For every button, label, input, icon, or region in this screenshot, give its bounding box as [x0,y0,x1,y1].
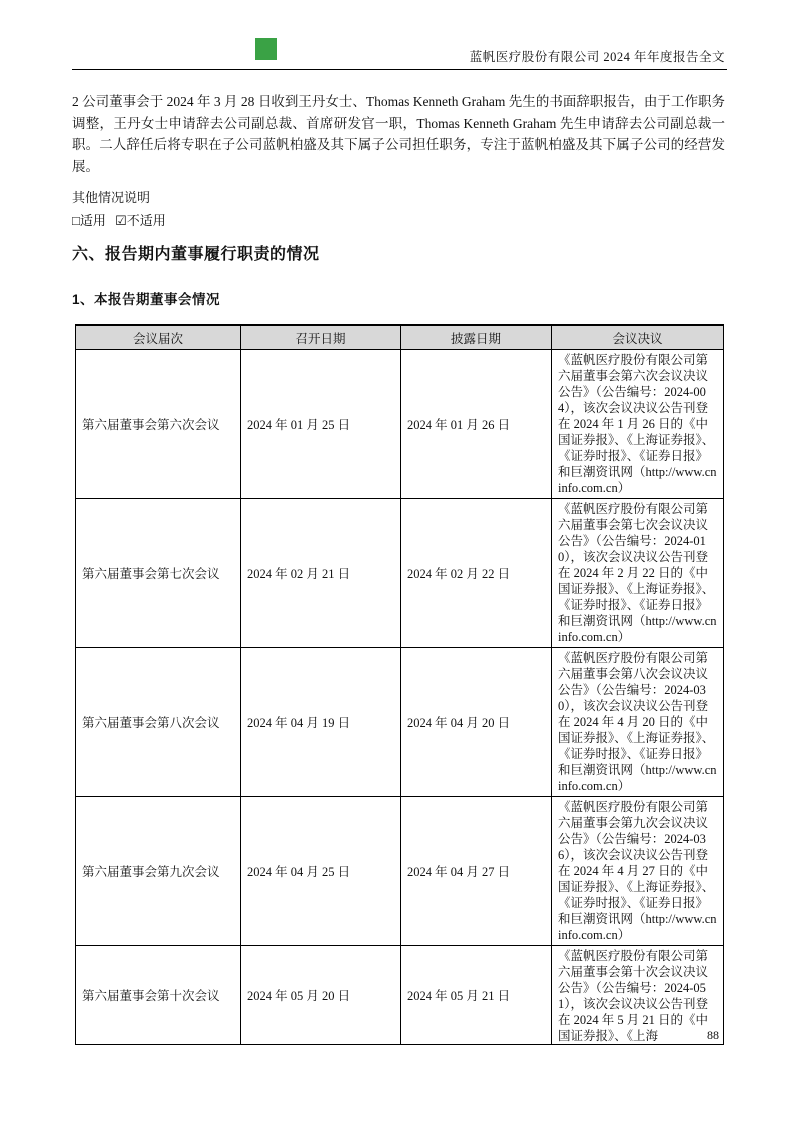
disclosure-date-cell: 2024 年 01 月 26 日 [401,350,552,499]
applicability-row [72,210,172,229]
resignation-paragraph: 2 公司董事会于 2024 年 3 月 28 日收到王丹女士、Thomas Kenneth Graham 先生的书面辞职报告，由于工作职务调整，王丹女士申请辞去公司副总裁、首席研发官一职，Thomas Kenneth Graham 先生申请辞去公司副总裁一职。二人辞任后将专职在子公司蓝帆柏盛及其下属子公司担任职务，专注于蓝帆柏盛及其下属子公司的经营发展。 [72,94,725,174]
other-note-label: 其他情况说明 [72,190,151,205]
disclosure-date-cell: 2024 年 04 月 27 日 [401,797,552,946]
resolution-cell [552,797,724,946]
header-title: 蓝帆医疗股份有限公司 2024 年年度报告全文 [469,50,725,64]
not-applicable-checkbox-checked: ☑不适用 [115,213,166,228]
header-divider [72,69,727,70]
disclosure-date-cell: 2024 年 04 月 20 日 [401,648,552,797]
resolution-cell [552,350,724,499]
meeting-session-cell: 第六届董事会第七次会议 [76,499,241,648]
resolution-cell [552,499,724,648]
table-row [76,797,724,946]
convene-date-cell: 2024 年 04 月 25 日 [241,797,401,946]
page-number: 88 [707,1028,719,1042]
resolution-text: 《蓝帆医疗股份有限公司第六届董事会第八次会议决议公告》（公告编号：2024-030），该次会议决议公告刊登在 2024 年 4 月 20 日的《中国证券报》、《上海证券报》、《证券时报》、《证券日报》和巨潮资讯网（http://www.cninfo.com.cn） [558,651,717,793]
col-header-session: 会议届次 [76,325,241,350]
table-row [76,499,724,648]
resolution-cell [552,648,724,797]
convene-date-cell: 2024 年 04 月 19 日 [241,648,401,797]
resolution-cell [552,946,724,1045]
section-heading: 六、报告期内董事履行职责的情况 [72,246,320,263]
meeting-session-cell: 第六届董事会第六次会议 [76,350,241,499]
resolution-text: 《蓝帆医疗股份有限公司第六届董事会第九次会议决议公告》（公告编号：2024-036），该次会议决议公告刊登在 2024 年 4 月 27 日的《中国证券报》、《上海证券报》、《证券时报》、《证券日报》和巨潮资讯网（http://www.cninfo.com.cn） [558,800,717,942]
meeting-session-cell: 第六届董事会第十次会议 [76,946,241,1045]
subsection-heading: 1、本报告期董事会情况 [72,292,221,307]
resolution-text: 《蓝帆医疗股份有限公司第六届董事会第十次会议决议公告》（公告编号：2024-051），该次会议决议公告刊登在 2024 年 5 月 21 日的《中国证券报》、《上海 [558,949,709,1042]
table-row-truncated [76,946,724,1045]
table-row [76,350,724,499]
convene-date-cell: 2024 年 05 月 20 日 [241,946,401,1045]
col-header-convene-date: 召开日期 [241,325,401,350]
resolution-text: 《蓝帆医疗股份有限公司第六届董事会第六次会议决议公告》（公告编号：2024-004），该次会议决议公告刊登在 2024 年 1 月 26 日的《中国证券报》、《上海证券报》、《证券时报》、《证券日报》和巨潮资讯网（http://www.cninfo.com.cn） [558,353,717,495]
disclosure-date-cell: 2024 年 05 月 21 日 [401,946,552,1045]
col-header-resolution: 会议决议 [552,325,724,350]
col-header-disclosure-date: 披露日期 [401,325,552,350]
resolution-text: 《蓝帆医疗股份有限公司第六届董事会第七次会议决议公告》（公告编号：2024-010），该次会议决议公告刊登在 2024 年 2 月 22 日的《中国证券报》、《上海证券报》、《证券时报》、《证券日报》和巨潮资讯网（http://www.cninfo.com.cn） [558,502,717,644]
applicable-checkbox-unchecked: □适用 [72,213,106,228]
disclosure-date-cell: 2024 年 02 月 22 日 [401,499,552,648]
board-meetings-table [75,324,724,1045]
meeting-session-cell: 第六届董事会第八次会议 [76,648,241,797]
table-header-row [76,325,724,350]
green-logo-square [255,38,277,60]
convene-date-cell: 2024 年 02 月 21 日 [241,499,401,648]
meeting-session-cell: 第六届董事会第九次会议 [76,797,241,946]
convene-date-cell: 2024 年 01 月 25 日 [241,350,401,499]
table-row [76,648,724,797]
